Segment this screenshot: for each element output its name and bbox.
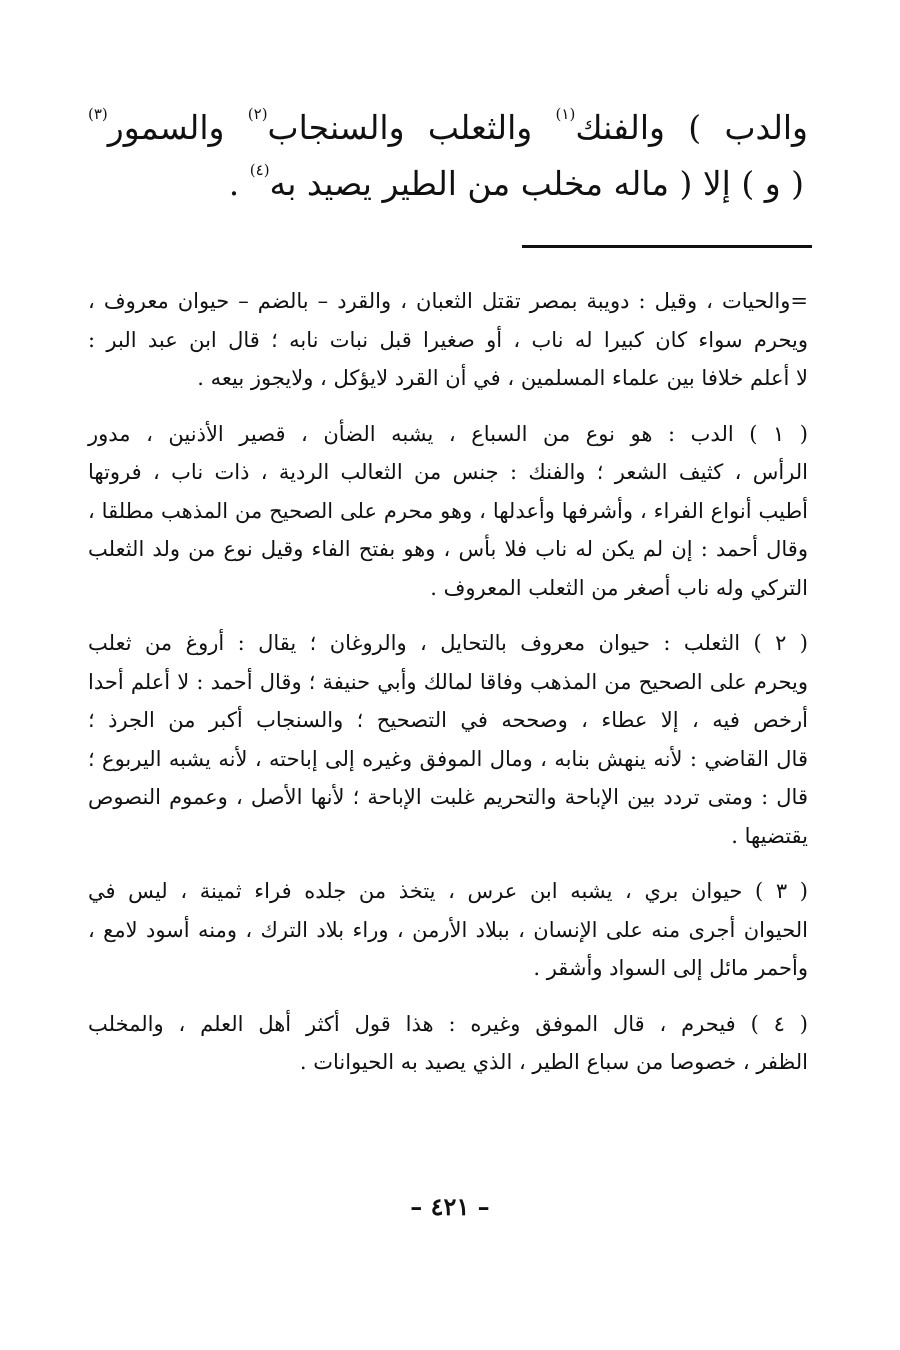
main-text-segment: ( و ) إلا ( ماله مخلب من الطير يصيد به [269, 164, 804, 203]
main-text-segment: والدب ) والفنك [575, 108, 808, 147]
footnote-marker-4: (٤) [249, 161, 270, 179]
footnotes-section [88, 282, 808, 1099]
footnote-line: قال القاضي : لأنه ينهش بنابه ، ومال الموفق وغيره إلى إباحته ، لأنه يشبه اليربوع ؛ [88, 746, 808, 771]
footnote-separator-rule [522, 245, 812, 248]
footnote-line: قال : ومتى تردد بين الإباحة والتحريم غلبت الإباحة ؛ لأنها الأصل ، وعموم النصوص [88, 785, 808, 809]
footnote-line: ويحرم سواء كان كبيرا له ناب ، أو صغيرا قبل نبات نابه ؛ قال ابن عبد البر : [88, 327, 808, 352]
main-text-segment: والسمور [107, 108, 248, 147]
footnote-3 [88, 872, 808, 988]
footnote-line: ( ٢ ) الثعلب : حيوان معروف بالتحايل ، والروغان ؛ يقال : أروغ من ثعلب [88, 631, 808, 655]
footnote-line: التركي وله ناب أصغر من الثعلب المعروف . [430, 575, 808, 600]
footnote-line: وأحمر مائل إلى السواد وأشقر . [533, 956, 808, 980]
footnote-marker-2: (٢) [247, 105, 268, 123]
footnote-line: أرخص فيه ، إلا عطاء ، وصححه في التصحيح ؛ والسنجاب أكبر من الجرذ ؛ [88, 708, 808, 732]
footnote-line: الظفر ، خصوصا من سباع الطير ، الذي يصيد به الحيوانات . [299, 1050, 808, 1074]
footnote-2 [88, 624, 808, 855]
footnote-1 [88, 415, 808, 608]
footnote-line: =والحيات ، وقيل : دويبة بمصر تقتل الثعبان ، والقرد – بالضم – حيوان معروف ، [88, 289, 808, 313]
footnote-line: يقتضيها . [731, 823, 808, 848]
page-number: – ٤٢١ – [410, 1192, 490, 1221]
main-text-segment: . [228, 164, 250, 203]
footnote-line: أطيب أنواع الفراء ، وأشرفها وأعدلها ، وهو محرم على الصحيح من المذهب مطلقا ، [88, 498, 808, 523]
footnote-line: الرأس ، كثيف الشعر ؛ والفنك : جنس من الثعالب الردية ، ذات ناب ، فروتها [88, 460, 808, 484]
footnote-line: ويحرم على الصحيح من المذهب وفاقا لمالك وأبي حنيفة ؛ وقال أحمد : لا أعلم أحدا [88, 669, 808, 694]
footnote-line: وقال أحمد : إن لم يكن له ناب فلا بأس ، وهو بفتح الفاء وقيل نوع من ولد الثعلب [88, 537, 808, 561]
main-text-line-2 [88, 156, 808, 212]
main-text-segment: والثعلب والسنجاب [267, 108, 556, 147]
main-text-block [88, 100, 808, 212]
footnote-line: لا أعلم خلافا بين علماء المسلمين ، في أن القرد لايؤكل ، ولايجوز بيعه . [197, 366, 808, 390]
footnote-line: ( ١ ) الدب : هو نوع من السباع ، يشبه الضأن ، قصير الأذنين ، مدور [88, 421, 808, 446]
footnote-line: ( ٣ ) حيوان بري ، يشبه ابن عرس ، يتخذ من جلده فراء ثمينة ، ليس في [88, 879, 808, 903]
footnote-line: الحيوان أجرى منه على الإنسان ، ببلاد الأرمن ، وراء بلاد الترك ، ومنه أسود لامع ، [88, 917, 808, 942]
footnote-marker-1: (١) [555, 105, 576, 123]
footnote-4 [88, 1005, 808, 1082]
main-text-line-1 [88, 100, 808, 156]
footnote-continued [88, 282, 808, 398]
footnote-line: ( ٤ ) فيحرم ، قال الموفق وغيره : هذا قول أكثر أهل العلم ، والمخلب [88, 1011, 808, 1036]
footnote-marker-3: (٣) [88, 105, 108, 123]
